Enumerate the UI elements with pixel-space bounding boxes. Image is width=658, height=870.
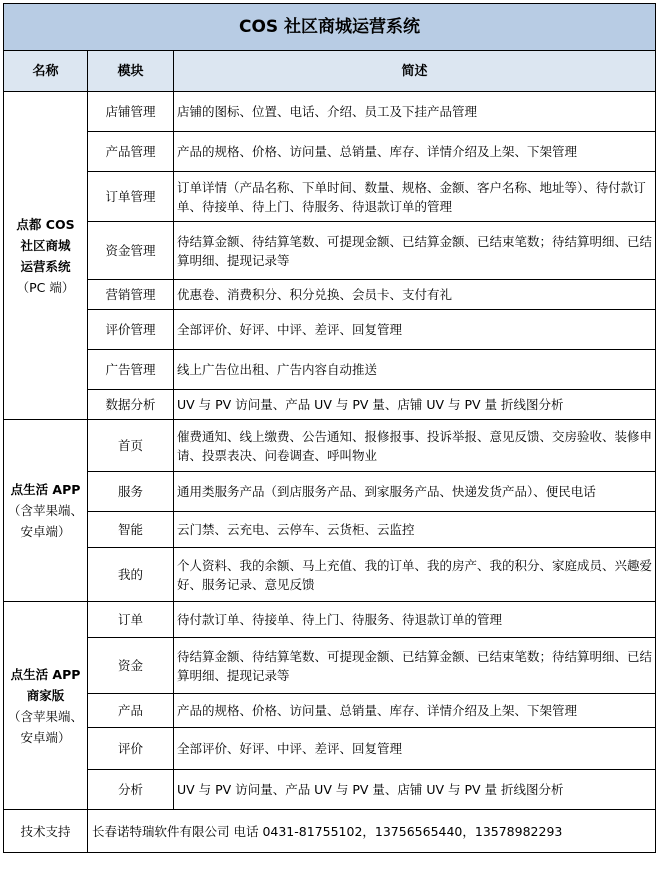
desc-cell: 云门禁、云充电、云停车、云货柜、云监控 bbox=[174, 512, 656, 548]
table-title: COS 社区商城运营系统 bbox=[4, 4, 656, 51]
group-name-line: 社区商城 bbox=[20, 237, 71, 253]
module-cell: 评价 bbox=[88, 728, 174, 770]
module-cell: 我的 bbox=[88, 548, 174, 602]
module-cell: 广告管理 bbox=[88, 350, 174, 390]
header-name: 名称 bbox=[4, 51, 88, 92]
module-cell: 资金管理 bbox=[88, 222, 174, 280]
desc-cell: 产品的规格、价格、访问量、总销量、库存、详情介绍及上架、下架管理 bbox=[174, 694, 656, 728]
desc-cell: 全部评价、好评、中评、差评、回复管理 bbox=[174, 728, 656, 770]
desc-cell: 个人资料、我的余额、马上充值、我的订单、我的房产、我的积分、家庭成员、兴趣爱好、服务记录、意见反馈 bbox=[174, 548, 656, 602]
support-label: 技术支持 bbox=[4, 810, 88, 853]
group-name-line: （含苹果端、 bbox=[7, 503, 83, 518]
module-cell: 资金 bbox=[88, 638, 174, 694]
header-desc: 简述 bbox=[174, 51, 656, 92]
group-name-merchant-app bbox=[4, 602, 88, 810]
desc-cell: 待付款订单、待接单、待上门、待服务、待退款订单的管理 bbox=[174, 602, 656, 638]
cos-system-table bbox=[3, 3, 656, 853]
module-cell: 订单 bbox=[88, 602, 174, 638]
desc-cell: 全部评价、好评、中评、差评、回复管理 bbox=[174, 310, 656, 350]
desc-cell: 优惠卷、消费积分、积分兑换、会员卡、支付有礼 bbox=[174, 280, 656, 310]
desc-cell: 线上广告位出租、广告内容自动推送 bbox=[174, 350, 656, 390]
module-cell: 评价管理 bbox=[88, 310, 174, 350]
desc-cell: 待结算金额、待结算笔数、可提现金额、已结算金额、已结束笔数；待结算明细、已结算明细、提现记录等 bbox=[174, 638, 656, 694]
desc-cell: 通用类服务产品（到店服务产品、到家服务产品、快递发货产品）、便民电话 bbox=[174, 472, 656, 512]
group-name-line: （含苹果端、 bbox=[7, 708, 83, 724]
module-cell: 分析 bbox=[88, 770, 174, 810]
module-cell: 产品管理 bbox=[88, 132, 174, 172]
desc-cell: UV 与 PV 访问量、产品 UV 与 PV 量、店铺 UV 与 PV 量 折线图分析 bbox=[174, 770, 656, 810]
group-name-line: 点生活 APP bbox=[10, 482, 81, 497]
group-name-line: 点生活 APP bbox=[10, 666, 81, 682]
module-cell: 服务 bbox=[88, 472, 174, 512]
module-cell: 营销管理 bbox=[88, 280, 174, 310]
support-text: 长春诺特瑞软件有限公司 电话 0431-81755102，13756565440，13578982293 bbox=[88, 810, 656, 853]
desc-cell: UV 与 PV 访问量、产品 UV 与 PV 量、店铺 UV 与 PV 量 折线图分析 bbox=[174, 390, 656, 420]
desc-cell: 催费通知、线上缴费、公告通知、报修报事、投诉举报、意见反馈、交房验收、装修申请、投票表决、问卷调查、呼叫物业 bbox=[174, 420, 656, 472]
group-name-line: 安卓端） bbox=[20, 524, 71, 539]
group-name-line: （PC 端） bbox=[16, 279, 75, 295]
group-name-line: 安卓端） bbox=[20, 729, 71, 745]
module-cell: 智能 bbox=[88, 512, 174, 548]
module-cell: 数据分析 bbox=[88, 390, 174, 420]
module-cell: 首页 bbox=[88, 420, 174, 472]
module-cell: 订单管理 bbox=[88, 172, 174, 222]
module-cell: 产品 bbox=[88, 694, 174, 728]
module-cell: 店铺管理 bbox=[88, 92, 174, 132]
desc-cell: 店铺的图标、位置、电话、介绍、员工及下挂产品管理 bbox=[174, 92, 656, 132]
group-name-line: 商家版 bbox=[26, 687, 65, 703]
desc-cell: 产品的规格、价格、访问量、总销量、库存、详情介绍及上架、下架管理 bbox=[174, 132, 656, 172]
desc-cell: 订单详情（产品名称、下单时间、数量、规格、金额、客户名称、地址等）、待付款订单、待接单、待上门、待服务、待退款订单的管理 bbox=[174, 172, 656, 222]
header-module: 模块 bbox=[88, 51, 174, 92]
group-name-line: 点都 COS bbox=[16, 216, 75, 232]
group-name-app bbox=[4, 420, 88, 602]
desc-cell: 待结算金额、待结算笔数、可提现金额、已结算金额、已结束笔数；待结算明细、已结算明细、提现记录等 bbox=[174, 222, 656, 280]
group-name-pc bbox=[4, 92, 88, 420]
group-name-line: 运营系统 bbox=[20, 258, 71, 274]
